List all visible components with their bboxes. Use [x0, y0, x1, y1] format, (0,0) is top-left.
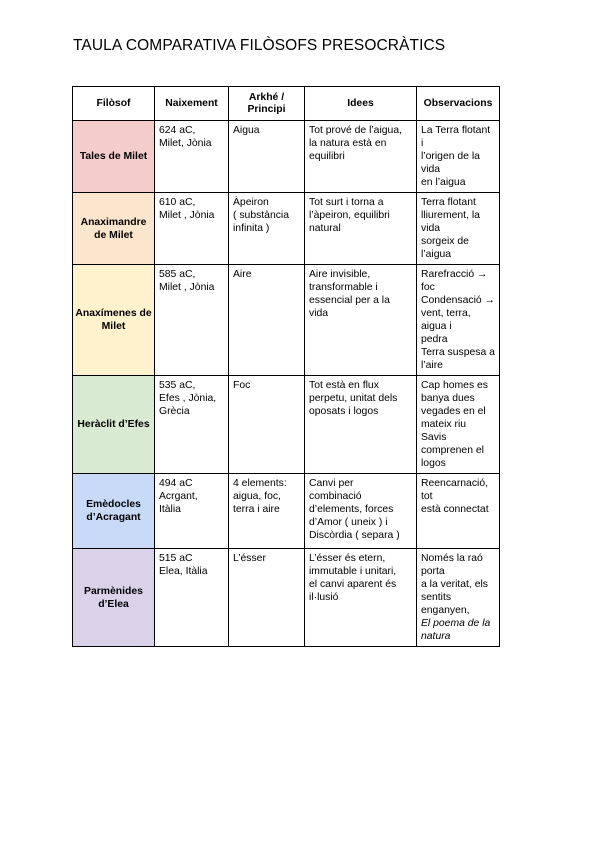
table-row	[73, 376, 500, 474]
cell-line: equilibri	[309, 151, 345, 162]
cell-line: banya dues	[421, 393, 475, 404]
cell-line: combinació	[309, 491, 362, 502]
cell-line: essencial per a la	[309, 295, 390, 306]
cell-line: ( substància	[233, 210, 290, 221]
philosopher-name: Emèdocles d’Acragant	[73, 474, 155, 549]
cell-line: Efes , Jònia,	[159, 393, 217, 404]
birth-cell	[155, 121, 229, 193]
cell-line: vent, terra, aigua i	[421, 308, 471, 332]
birth-cell	[155, 193, 229, 265]
cell-line: infinita )	[233, 223, 270, 234]
cell-line: L’ésser és etern,	[309, 553, 386, 564]
arkhe-cell	[229, 193, 305, 265]
ideas-cell	[305, 474, 417, 549]
header-row	[73, 87, 500, 121]
cell-line: Tot prové de l’aigua,	[309, 125, 402, 136]
page-title: TAULA COMPARATIVA FILÒSOFS PRESOCRÀTICS	[73, 37, 446, 54]
philosopher-name: Parmènides d’Elea	[73, 549, 155, 647]
cell-line: Acrgant,	[159, 491, 198, 502]
table-row	[73, 549, 500, 647]
cell-line: en l’aigua	[421, 177, 466, 188]
ideas-cell	[305, 549, 417, 647]
cell-line: vida	[309, 308, 329, 319]
cell-line: aigua, foc,	[233, 491, 281, 502]
cell-line: Aire invisible,	[309, 269, 371, 280]
observations-cell	[417, 549, 500, 647]
table-row	[73, 121, 500, 193]
header-ideas: Idees	[305, 87, 417, 121]
birth-cell	[155, 474, 229, 549]
arkhe-cell	[229, 474, 305, 549]
cell-line: sorgeix de l’aigua	[421, 236, 469, 260]
cell-line: La Terra flotant i	[421, 125, 491, 149]
cell-line: Àpeiron	[233, 197, 269, 208]
cell-line: perpetu, unitat dels	[309, 393, 398, 404]
observations-cell	[417, 474, 500, 549]
ideas-cell	[305, 265, 417, 376]
cell-line: 494 aC	[159, 478, 193, 489]
cell-line: L’ésser	[233, 553, 266, 564]
cell-line: Terra flotant	[421, 197, 476, 208]
cell-line: il·lusió	[309, 592, 339, 603]
arkhe-cell	[229, 376, 305, 474]
cell-line: Aigua	[233, 125, 260, 136]
cell-line: 515 aC	[159, 553, 193, 564]
table-row	[73, 474, 500, 549]
ideas-cell	[305, 376, 417, 474]
header-arkhe: Arkhé / Principi	[229, 87, 305, 121]
birth-cell	[155, 265, 229, 376]
philosopher-name: Heràclit d’Efes	[73, 376, 155, 474]
cell-line: Milet, Jònia	[159, 138, 212, 149]
cell-line: l’àpeiron, equilibri	[309, 210, 390, 221]
cell-line: Savis comprenen el	[421, 432, 484, 456]
ideas-cell	[305, 193, 417, 265]
cell-line: natural	[309, 223, 341, 234]
observations-cell	[417, 376, 500, 474]
cell-line: immutable i unitari,	[309, 566, 397, 577]
cell-line: el canvi aparent és	[309, 579, 397, 590]
cell-line: Canvi per	[309, 478, 354, 489]
cell-line: 585 aC,	[159, 269, 196, 280]
cell-line: Condensació →	[421, 295, 495, 306]
cell-line: Cap homes es	[421, 380, 488, 391]
cell-line: l’aire	[421, 360, 443, 371]
header-birth: Naixement	[155, 87, 229, 121]
header-observations: Observacions	[417, 87, 500, 121]
cell-line: pedra	[421, 334, 448, 345]
table-row	[73, 193, 500, 265]
cell-line: 610 aC,	[159, 197, 196, 208]
philosopher-name: Anaximandre de Milet	[73, 193, 155, 265]
cell-line: El poema de la	[421, 618, 491, 629]
cell-line: d’Amor ( uneix ) i	[309, 517, 388, 528]
cell-line: Grècia	[159, 406, 190, 417]
arkhe-cell	[229, 265, 305, 376]
cell-line: d’elements, forces	[309, 504, 394, 515]
cell-line: Tot està en flux	[309, 380, 379, 391]
table-row	[73, 265, 500, 376]
cell-line: Elea, Itàlia	[159, 566, 208, 577]
cell-line: Aire	[233, 269, 252, 280]
observations-cell	[417, 121, 500, 193]
cell-line: oposats i logos	[309, 406, 379, 417]
cell-line: Només la raó porta	[421, 553, 483, 577]
cell-line: Rarefracció → foc	[421, 269, 488, 293]
comparison-table	[72, 86, 500, 647]
observations-cell	[417, 193, 500, 265]
cell-line: terra i aire	[233, 504, 280, 515]
cell-line: a la veritat, els	[421, 579, 488, 590]
header-philosopher: Filòsof	[73, 87, 155, 121]
cell-line: Discòrdia ( separa )	[309, 530, 400, 541]
cell-line: vegades en el	[421, 406, 486, 417]
ideas-cell	[305, 121, 417, 193]
cell-line: Itàlia	[159, 504, 181, 515]
cell-line: Milet , Jònia	[159, 282, 215, 293]
cell-line: 4 elements:	[233, 478, 287, 489]
philosopher-name: Tales de Milet	[73, 121, 155, 193]
cell-line: natura	[421, 631, 451, 642]
birth-cell	[155, 549, 229, 647]
cell-line: sentits enganyen,	[421, 592, 470, 616]
philosopher-name: Anaxímenes de Milet	[73, 265, 155, 376]
cell-line: 535 aC,	[159, 380, 196, 391]
cell-line: la natura està en	[309, 138, 387, 149]
cell-line: Terra suspesa a	[421, 347, 495, 358]
cell-line: lliurement, la vida	[421, 210, 480, 234]
birth-cell	[155, 376, 229, 474]
cell-line: Milet , Jònia	[159, 210, 215, 221]
cell-line: logos	[421, 458, 446, 469]
observations-cell	[417, 265, 500, 376]
cell-line: està connectat	[421, 504, 489, 515]
cell-line: transformable i	[309, 282, 378, 293]
cell-line: Reencarnació, tot	[421, 478, 489, 502]
cell-line: mateix riu	[421, 419, 467, 430]
cell-line: l’origen de la vida	[421, 151, 480, 175]
arkhe-cell	[229, 549, 305, 647]
cell-line: 624 aC,	[159, 125, 196, 136]
arkhe-cell	[229, 121, 305, 193]
cell-line: Tot surt i torna a	[309, 197, 384, 208]
cell-line: Foc	[233, 380, 251, 391]
